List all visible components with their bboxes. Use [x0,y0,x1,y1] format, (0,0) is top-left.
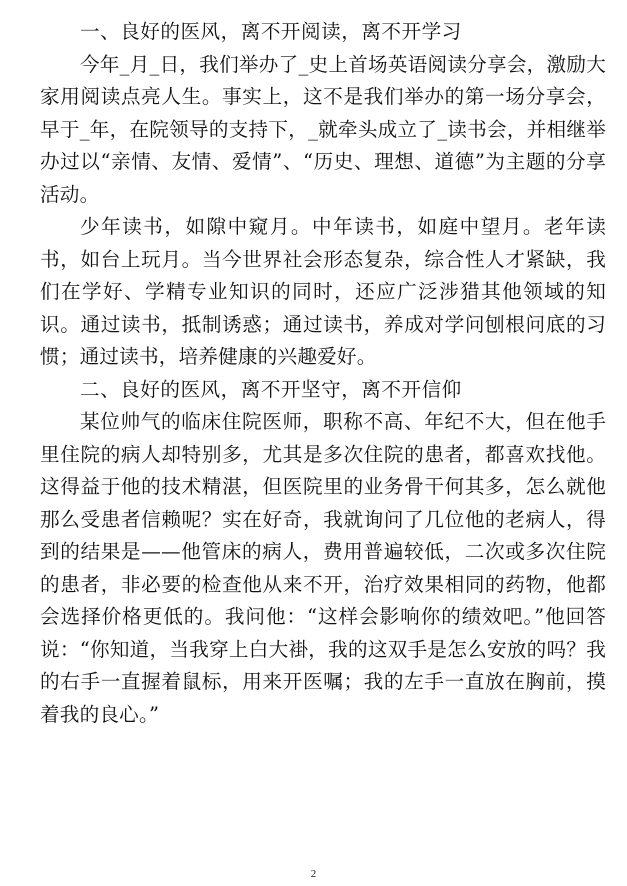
paragraph-reading-event: 今年_月_日，我们举办了_史上首场英语阅读分享会，激励大家用阅读点亮人生。事实上，这不是我们举办的第一场分享会，早于_年，在院领导的支持下，_就牵头成立了_读书会，并相继举办过以“亲情、友情、爱情”、“历史、理想、道德”为主题的分享活动。 [40,52,606,206]
document-page [40,16,606,731]
section-heading-persistence: 二、良好的医风，离不开坚守，离不开信仰 [80,377,462,401]
section-heading-reading: 一、良好的医风，离不开阅读，离不开学习 [80,20,462,43]
paragraph-doctor-story: 某位帅气的临床住院医师，职称不高、年纪不大，但在他手里住院的病人却特别多，尤其是多次住院的患者，都喜欢找他。这得益于他的技术精湛，但医院里的业务骨干何其多，怎么就他那么受患者信赖呢？实在好奇，我就询问了几位他的老病人，得到的结果是——他管床的病人，费用普遍较低，二次或多次住院的患者，非必要的检查他从来不开，治疗效果相同的药物，他都会选择价格更低的。我问他：“这样会影响你的绩效吧。”他回答说：“你知道，当我穿上白大褂，我的这双手是怎么安放的吗？我的右手一直握着鼠标，用来开医嘱；我的左手一直放在胸前，摸着我的良心。” [40,410,606,726]
page-number: 2 [310,868,317,880]
paragraph-reading-benefits: 少年读书，如隙中窥月。中年读书，如庭中望月。老年读书，如台上玩月。当今世界社会形态复杂，综合性人才紧缺，我们在学好、学精专业知识的同时，还应广泛涉猎其他领域的知识。通过读书，抵制诱惑；通过读书，养成对学问刨根问底的习惯；通过读书，培养健康的兴趣爱好。 [40,215,606,368]
